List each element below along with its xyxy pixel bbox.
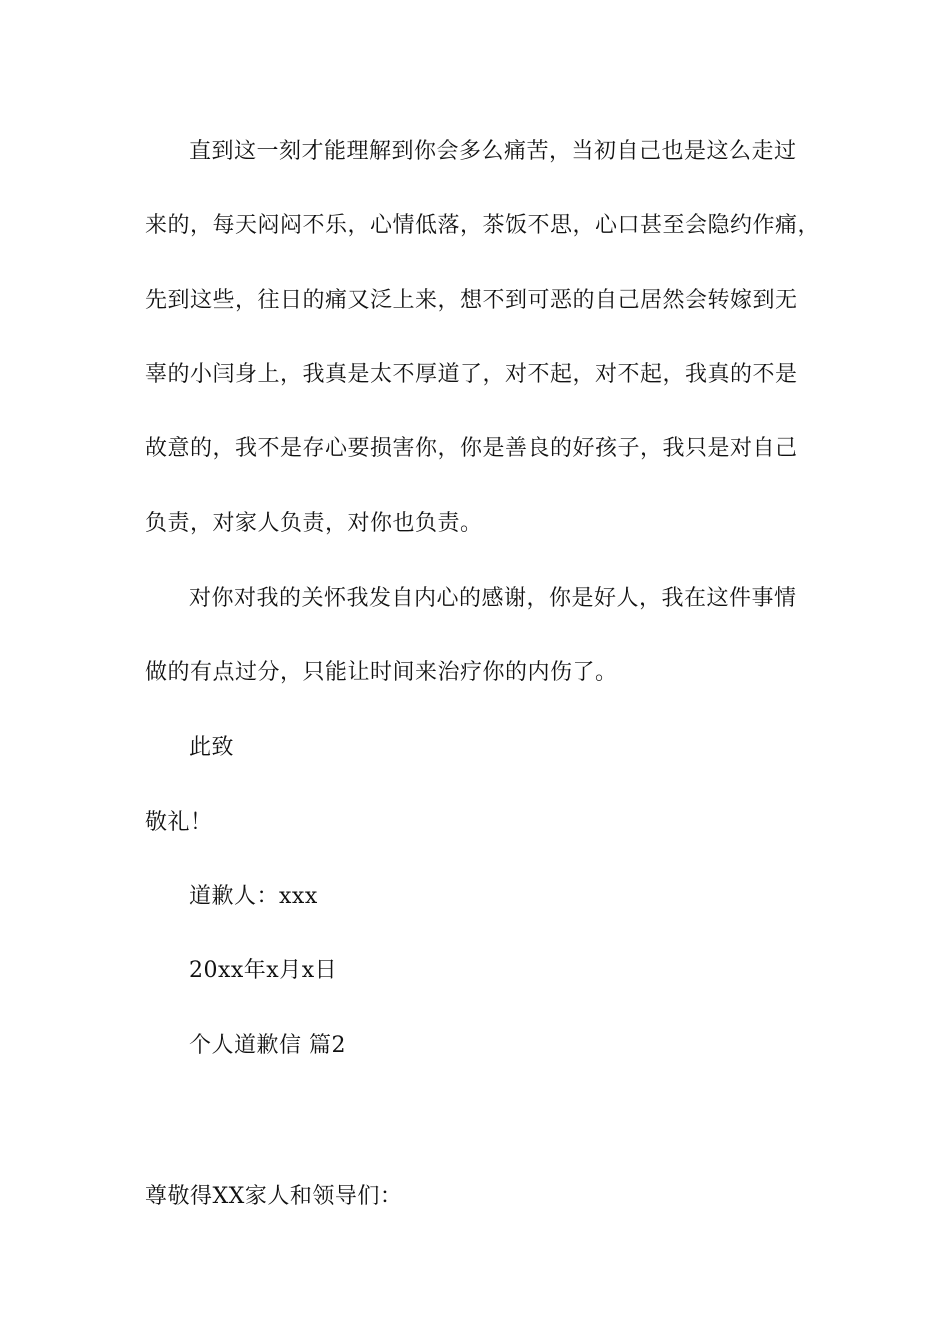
signature-line: 道歉人：xxx [189, 884, 318, 909]
paragraph-1-line-4: 辜的小闫身上，我真是太不厚道了，对不起，对不起，我真的不是 [145, 362, 798, 387]
greeting-line: 尊敬得XX家人和领导们： [145, 1184, 403, 1209]
date-line: 20xx年x月x日 [189, 958, 338, 983]
closing-text: 此致 [189, 735, 235, 760]
paragraph-1-line-5: 故意的，我不是存心要损害你，你是善良的好孩子，我只是对自己 [145, 436, 798, 461]
paragraph-1-line-1: 直到这一刻才能理解到你会多么痛苦，当初自己也是这么走过 [189, 139, 797, 164]
paragraph-1-line-6: 负责，对家人负责，对你也负责。 [145, 511, 483, 536]
paragraph-1-line-2: 来的，每天闷闷不乐，心情低落，茶饭不思，心口甚至会隐约作痛， [145, 213, 821, 238]
section-title: 个人道歉信 篇2 [189, 1033, 346, 1058]
salute-text: 敬礼！ [145, 810, 213, 835]
paragraph-2-line-1: 对你对我的关怀我发自内心的感谢，你是好人，我在这件事情 [189, 586, 797, 611]
paragraph-1-line-3: 先到这些，往日的痛又泛上来，想不到可恶的自己居然会转嫁到无 [145, 288, 798, 313]
paragraph-2-line-2: 做的有点过分，只能让时间来治疗你的内伤了。 [145, 660, 618, 685]
